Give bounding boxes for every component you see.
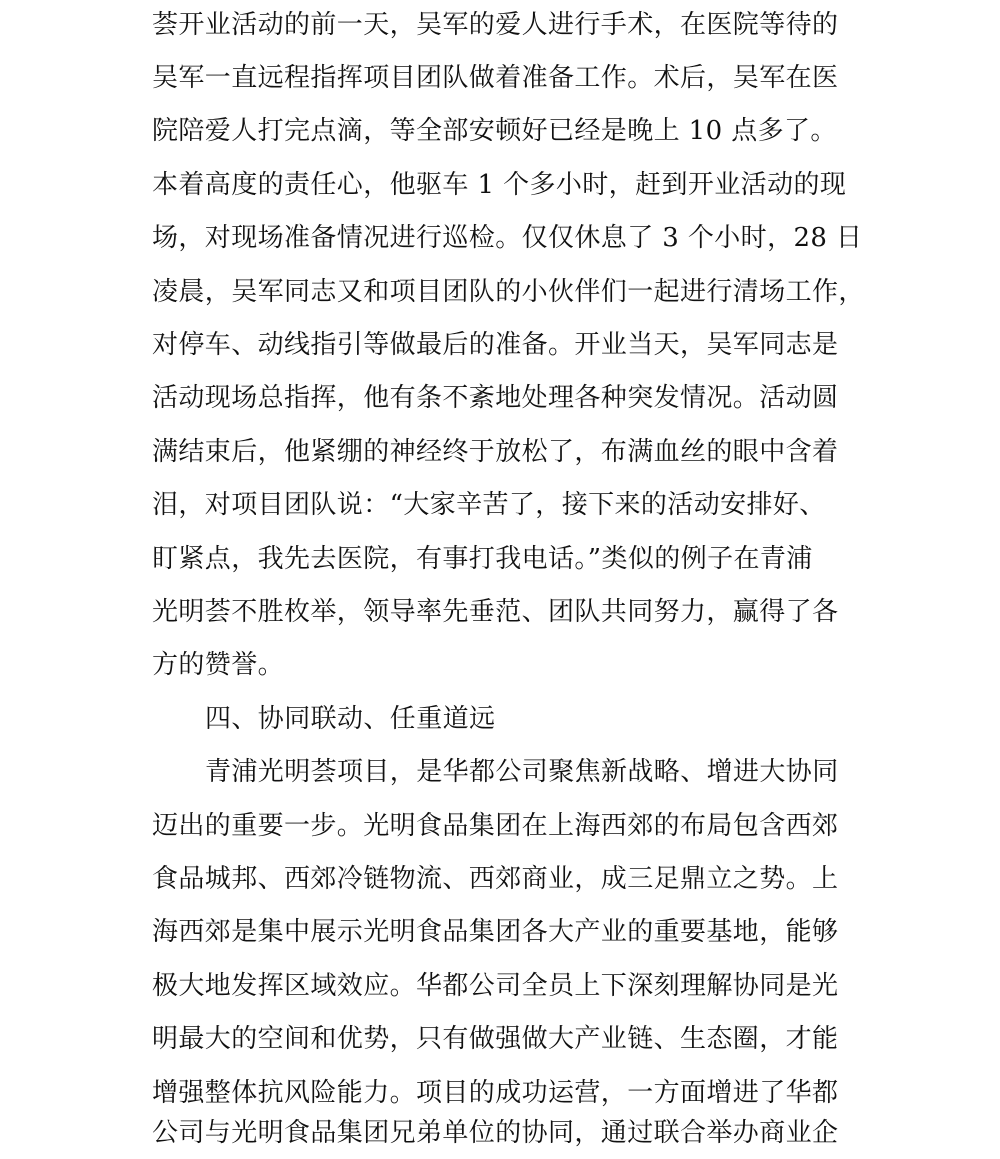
paragraph-line: 增强整体抗风险能力。项目的成功运营，一方面增进了华都	[152, 1078, 839, 1108]
section-heading: 四、协同联动、任重道远	[205, 704, 496, 734]
paragraph-line: 公司与光明食品集团兄弟单位的协同，通过联合举办商业企	[152, 1118, 839, 1148]
paragraph-line: 场，对现场准备情况进行巡检。仅仅休息了 3 个小时，28 日	[152, 223, 863, 253]
paragraph-line: 院陪爱人打完点滴，等全部安顿好已经是晚上 10 点多了。	[152, 116, 837, 146]
paragraph-line: 满结束后，他紧绷的神经终于放松了，布满血丝的眼中含着	[152, 437, 839, 467]
paragraph-line: 本着高度的责任心，他驱车 1 个多小时，赶到开业活动的现	[152, 170, 847, 200]
paragraph-line: 方的赞誉。	[152, 650, 285, 680]
paragraph-line: 明最大的空间和优势，只有做强做大产业链、生态圈，才能	[152, 1024, 839, 1054]
paragraph-line: 青浦光明荟项目，是华都公司聚焦新战略、增进大协同	[205, 757, 839, 787]
paragraph-line: 食品城邦、西郊冷链物流、西郊商业，成三足鼎立之势。上	[152, 864, 839, 894]
paragraph-line: 海西郊是集中展示光明食品集团各大产业的重要基地，能够	[152, 917, 839, 947]
paragraph-line: 荟开业活动的前一天，吴军的爱人进行手术，在医院等待的	[152, 10, 839, 40]
paragraph-line: 盯紧点，我先去医院，有事打我电话。”类似的例子在青浦	[152, 544, 813, 574]
paragraph-line: 泪，对项目团队说：“大家辛苦了，接下来的活动安排好、	[152, 490, 826, 520]
paragraph-line: 对停车、动线指引等做最后的准备。开业当天，吴军同志是	[152, 330, 839, 360]
paragraph-line: 凌晨，吴军同志又和项目团队的小伙伴们一起进行清场工作，	[152, 277, 865, 307]
paragraph-line: 极大地发挥区域效应。华都公司全员上下深刻理解协同是光	[152, 971, 839, 1001]
paragraph-line: 活动现场总指挥，他有条不紊地处理各种突发情况。活动圆	[152, 383, 839, 413]
paragraph-line: 迈出的重要一步。光明食品集团在上海西郊的布局包含西郊	[152, 811, 839, 841]
paragraph-line: 光明荟不胜枚举，领导率先垂范、团队共同努力，赢得了各	[152, 597, 839, 627]
paragraph-line: 吴军一直远程指挥项目团队做着准备工作。术后，吴军在医	[152, 63, 839, 93]
